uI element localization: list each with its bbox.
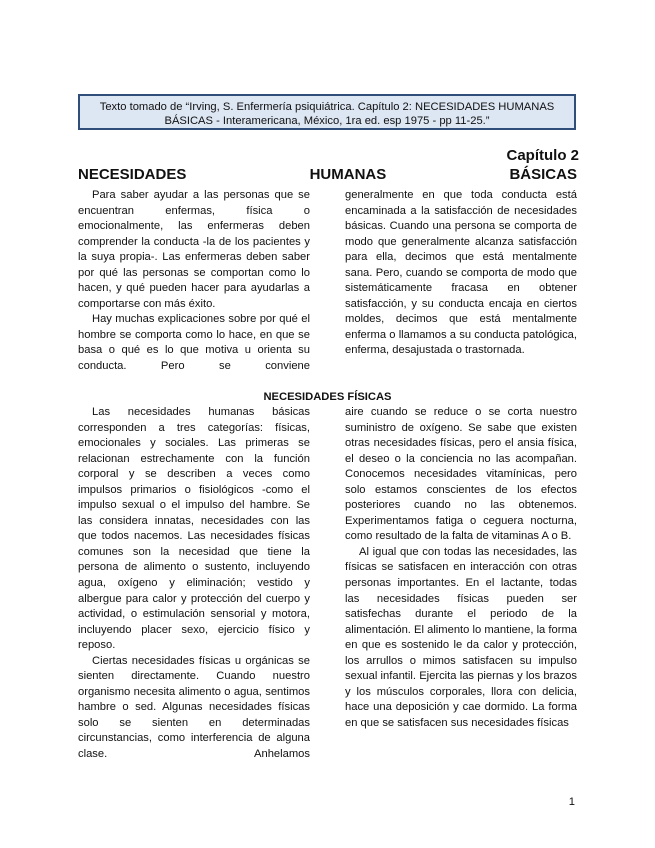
title-word-2: HUMANAS: [309, 166, 387, 183]
physical-paragraph-3: Al igual que con todas las necesidades, las físicas se satisfacen en interacción con otras personas importantes. En el lactante, todas las necesidades físicas pueden ser satisfechas durante el periodo de la alimentación. El alimento lo mantiene, la forma en que es sostenido le da calor y protección, los arrullos o mimos satisfacen su impulso sexual infantil. Ejercita las piernas y los brazos y los músculos corporales, llora con delicia, hace una deposición y cae dormido. La forma en que se satisfacen sus necesidades físicas: [345, 545, 577, 729]
intro-column-right: [345, 188, 577, 359]
intro-paragraph-2-end: generalmente en que toda conducta está encaminada a la satisfacción de necesidades básicas. Cuando una persona se comporta de modo que generalmente alcanza satisfacción para ella, decimos que está mentalmente sana. Pero, cuando se comporta de modo que sistemáticamente fracasa en obtener satisfacción, y su conducta encaja en ciertos moldes, decimos que está mentalmente enferma o llamamos a su conducta patológica, enferma, desajustada o trastornada.: [345, 189, 577, 357]
physical-paragraph-2-end: aire cuando se reduce o se corta nuestro suministro de oxígeno. Se sabe que existen otras necesidades físicas, pero el ansia física, el deseo o la conciencia no las acompañan. Conocemos necesidades vitamínicas, pero solo estamos conscientes de los efectos posteriores cuando no las obtenemos. Experimentamos fatiga o ceguera nocturna, como resultado de la falta de vitaminas A o B.: [345, 406, 577, 543]
source-citation-line-1: Texto tomado de “Irving, S. Enfermería psiquiátrica. Capítulo 2: NECESIDADES HUMANAS: [99, 101, 555, 113]
page-number: 1: [568, 796, 575, 808]
chapter-label: Capítulo 2: [506, 147, 579, 164]
title-word-1: NECESIDADES: [78, 166, 187, 183]
physical-paragraph-2-start: Ciertas necesidades físicas u orgánicas se sienten directamente. Cuando nuestro organismo necesita alimento o agua, sentimos hambre o sed. Algunas necesidades físicas solo se sienten en determinadas circunstancias, como interferencia de alguna clase. Anhelamos: [78, 654, 310, 761]
source-citation-box: [78, 94, 576, 130]
intro-paragraph-2-start: Hay muchas explicaciones sobre por qué el hombre se comporta como lo hace, en que se basa o qué es lo que motiva u orienta su conducta. Pero se conviene: [78, 313, 310, 373]
intro-column-left: [78, 188, 310, 375]
section-heading: NECESIDADES FÍSICAS: [263, 391, 392, 403]
source-citation-line-2: BÁSICAS - Interamericana, México, 1ra ed. esp 1975 - pp 11-25.”: [164, 115, 490, 127]
page-title: [78, 166, 577, 184]
intro-paragraph-1: Para saber ayudar a las personas que se encuentran enfermas, física o emocionalmente, las enfermeras deben comprender la conducta -la de los pacientes y la suya propia-. Las enfermeras deben saber por qué las personas se comportan como lo hacen, y qué pueden hacer para ayudarlas a comportarse con más éxito.: [78, 189, 310, 310]
physical-column-left: [78, 405, 310, 763]
title-word-3: BÁSICAS: [509, 166, 577, 183]
physical-column-right: [345, 405, 577, 731]
physical-paragraph-1: Las necesidades humanas básicas corresponden a tres categorías: físicas, emocionales y sociales. Las primeras se relacionan estrechamente con la función corporal y se describen a veces como impulsos primarios o fisiológicos -como el impulso sexual o el impulso del hambre. Se las considera innatas, necesidades con las que todos nacemos. Las necesidades físicas comunes son la necesidad que tiene la persona de alimento o sustento, incluyendo agua, oxígeno y eliminación; vestido y albergue para calor y protección del cuerpo y actividad, o estimulación sensorial y motora, incluyendo placer sexo, ejercicio físico y reposo.: [78, 406, 310, 652]
